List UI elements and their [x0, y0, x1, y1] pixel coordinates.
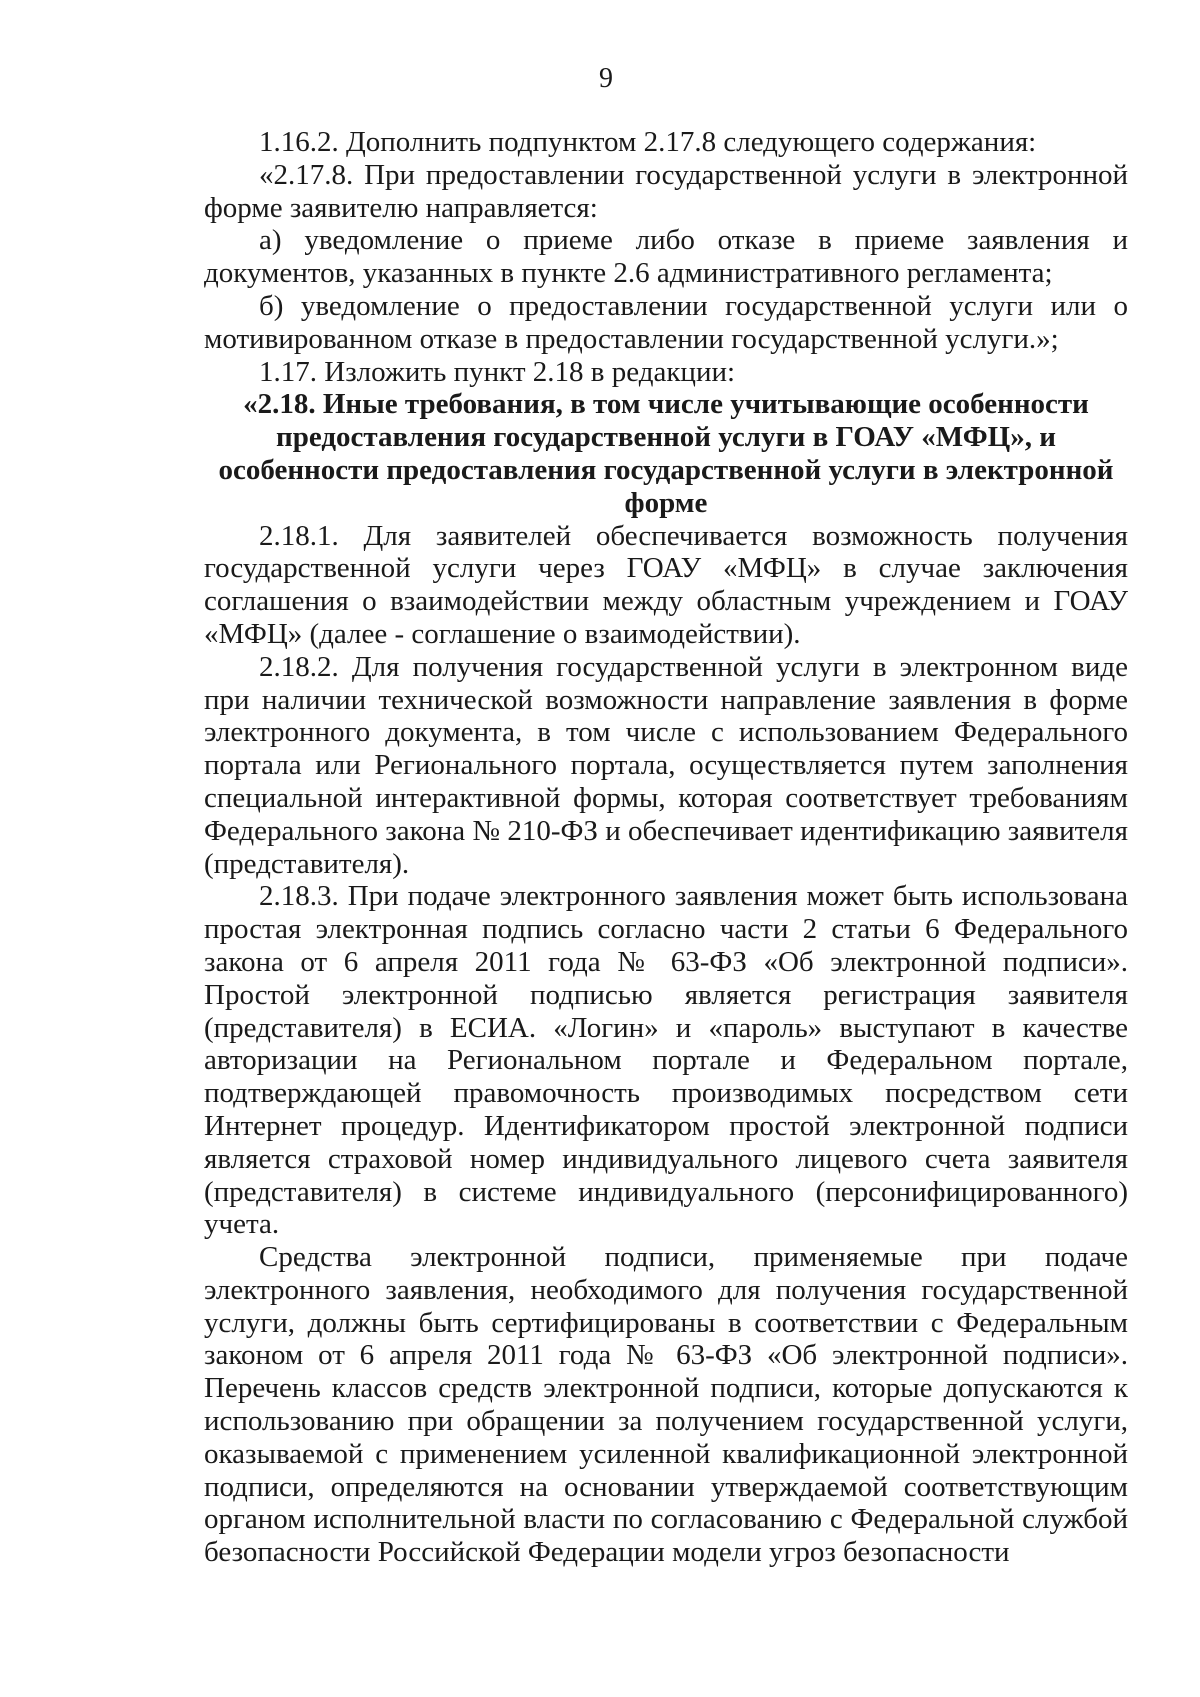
- paragraph-2-18-1: 2.18.1. Для заявителей обеспечивается возможность получения государственной услуги через ГОАУ «МФЦ» в случае заключения соглашения о взаимодействии между областным учреждением и ГОАУ «МФЦ» (далее - соглашение о взаимодействии).: [204, 519, 1128, 650]
- heading-line-3: особенности предоставления государственной услуги в электронной: [218, 453, 1114, 486]
- heading-line-1: «2.18. Иные требования, в том числе учитывающие особенности: [243, 388, 1089, 421]
- page-number: 9: [599, 63, 613, 94]
- document-body: [204, 126, 1128, 1569]
- heading-line-2: предоставления государственной услуги в ГОАУ «МФЦ», и: [276, 421, 1056, 454]
- paragraph-item-b: б) уведомление о предоставлении государственной услуги или о мотивированном отказе в предоставлении государственной услуги.»;: [204, 289, 1128, 355]
- paragraph-2-17-8: «2.17.8. При предоставлении государственной услуги в электронной форме заявителю направляется:: [204, 158, 1128, 224]
- paragraph-item-a: а) уведомление о приеме либо отказе в приеме заявления и документов, указанных в пункте 2.6 административного регламента;: [204, 224, 1128, 290]
- section-heading-2-18: [204, 388, 1128, 519]
- paragraph-signature-means: Средства электронной подписи, применяемые при подаче электронного заявления, необходимого для получения государственной услуги, должны быть сертифицированы в соответствии с Федеральным законом от 6 апреля 2011 года № 63-ФЗ «Об электронной подписи». Перечень классов средств электронной подписи, которые допускаются к использованию при обращении за получением государственной услуги, оказываемой с применением усиленной квалификационной электронной подписи, определяются на основании утверждаемой соответствующим органом исполнительной власти по согласованию с Федеральной службой безопасности Российской Федерации модели угроз безопасности: [204, 1241, 1128, 1569]
- heading-line-4: форме: [624, 486, 708, 519]
- paragraph-1-16-2: 1.16.2. Дополнить подпунктом 2.17.8 следующего содержания:: [259, 126, 1037, 158]
- paragraph-1-17: 1.17. Изложить пункт 2.18 в редакции:: [259, 355, 736, 388]
- paragraph-2-18-3: 2.18.3. При подаче электронного заявления может быть использована простая электронная подпись согласно части 2 статьи 6 Федерального закона от 6 апреля 2011 года № 63-ФЗ «Об электронной подписи». Простой электронной подписью является регистрация заявителя (представителя) в ЕСИА. «Логин» и «пароль» выступают в качестве авторизации на Региональном портале и Федеральном портале, подтверждающей правомочность производимых посредством сети Интернет процедур. Идентификатором простой электронной подписи является страховой номер индивидуального лицевого счета заявителя (представителя) в системе индивидуального (персонифицированного) учета.: [204, 880, 1128, 1241]
- paragraph-2-18-2: 2.18.2. Для получения государственной услуги в электронном виде при наличии технической возможности направление заявления в форме электронного документа, в том числе с использованием Федерального портала или Регионального портала, осуществляется путем заполнения специальной интерактивной формы, которая соответствует требованиям Федерального закона № 210-ФЗ и обеспечивает идентификацию заявителя (представителя).: [204, 650, 1128, 880]
